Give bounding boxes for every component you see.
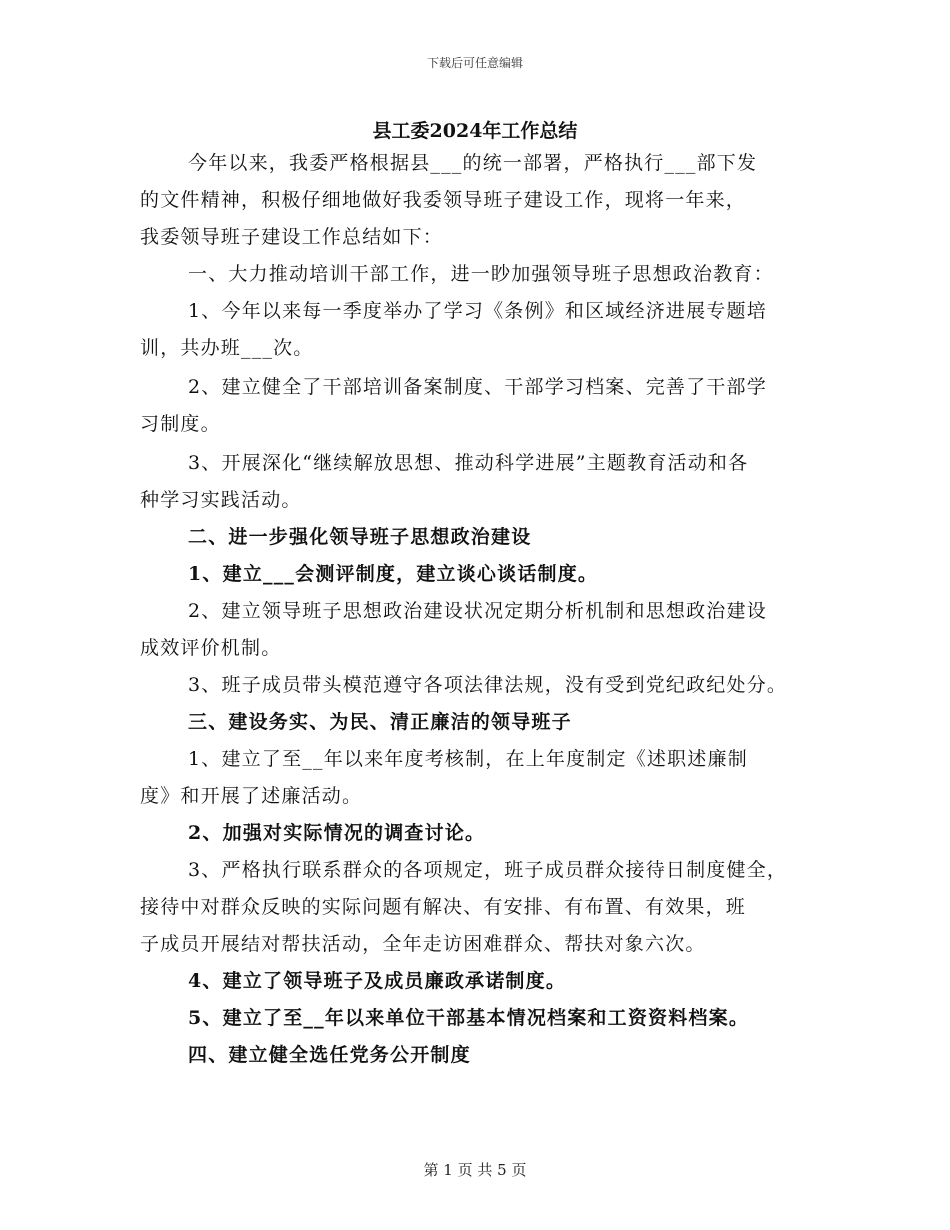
paragraph-line: 接待中对群众反映的实际问题有解决、有安排、有布置、有效果，班 [140,896,747,918]
paragraph-line: 5、建立了至__年以来单位干部基本情况档案和工资资料档案。 [188,1007,750,1029]
paragraph-line: 2、建立领导班子思想政治建设状况定期分析机制和思想政治建设 [188,600,767,622]
page-header-note: 下载后可任意编辑 [426,56,523,70]
paragraph-line: 4、建立了领导班子及成员廉政承诺制度。 [188,970,567,992]
paragraph-line: 习制度。 [140,413,221,435]
section-heading: 一、大力推动培训干部工作，进一眇加强领导班子思想政治教育： [188,263,774,285]
paragraph-line: 3、班子成员带头模范遵守各项法律法规，没有受到党纪政纪处分。 [188,674,788,696]
paragraph-line: 度》和开展了述廉活动。 [140,785,363,807]
document-title: 县工委2024年工作总结 [372,120,578,142]
paragraph-line: 1、建立了至__年以来年度考核制，在上年度制定《述职述廉制 [188,748,748,770]
paragraph-line: 2、建立健全了干部培训备案制度、干部学习档案、完善了干部学 [188,376,767,398]
paragraph-line: 今年以来，我委严格根据县___的统一部署，严格执行___部下发 [188,152,758,174]
paragraph-line: 2、加强对实际情况的调查讨论。 [188,822,486,844]
paragraph-line: 我委领导班子建设工作总结如下： [140,226,444,248]
section-heading: 三、建设务实、为民、清正廉洁的领导班子 [188,711,572,733]
page-number: 第 1 页 共 5 页 [423,1161,527,1179]
paragraph-line: 训，共办班___次。 [140,337,314,359]
paragraph-line: 3、严格执行联系群众的各项规定，班子成员群众接待日制度健全， [188,859,788,881]
paragraph-line: 成效评价机制。 [140,637,282,659]
paragraph-line: 1、建立___会测评制度，建立谈心谈话制度。 [188,563,599,585]
paragraph-line: 1、今年以来每一季度举办了学习《条例》和区域经济进展专题培 [188,300,767,322]
paragraph-line: 3、开展深化“继续解放思想、推动科学进展”主题教育活动和各 [188,452,749,474]
section-heading: 二、进一步强化领导班子思想政治建设 [188,526,532,548]
paragraph-line: 子成员开展结对帮扶活动，全年走访困难群众、帮扶对象六次。 [140,933,706,955]
section-heading: 四、建立健全选任党务公开制度 [188,1044,471,1066]
paragraph-line: 的文件精神，积极仔细地做好我委领导班子建设工作，现将一年来， [140,189,747,211]
paragraph-line: 种学习实践活动。 [140,489,302,511]
